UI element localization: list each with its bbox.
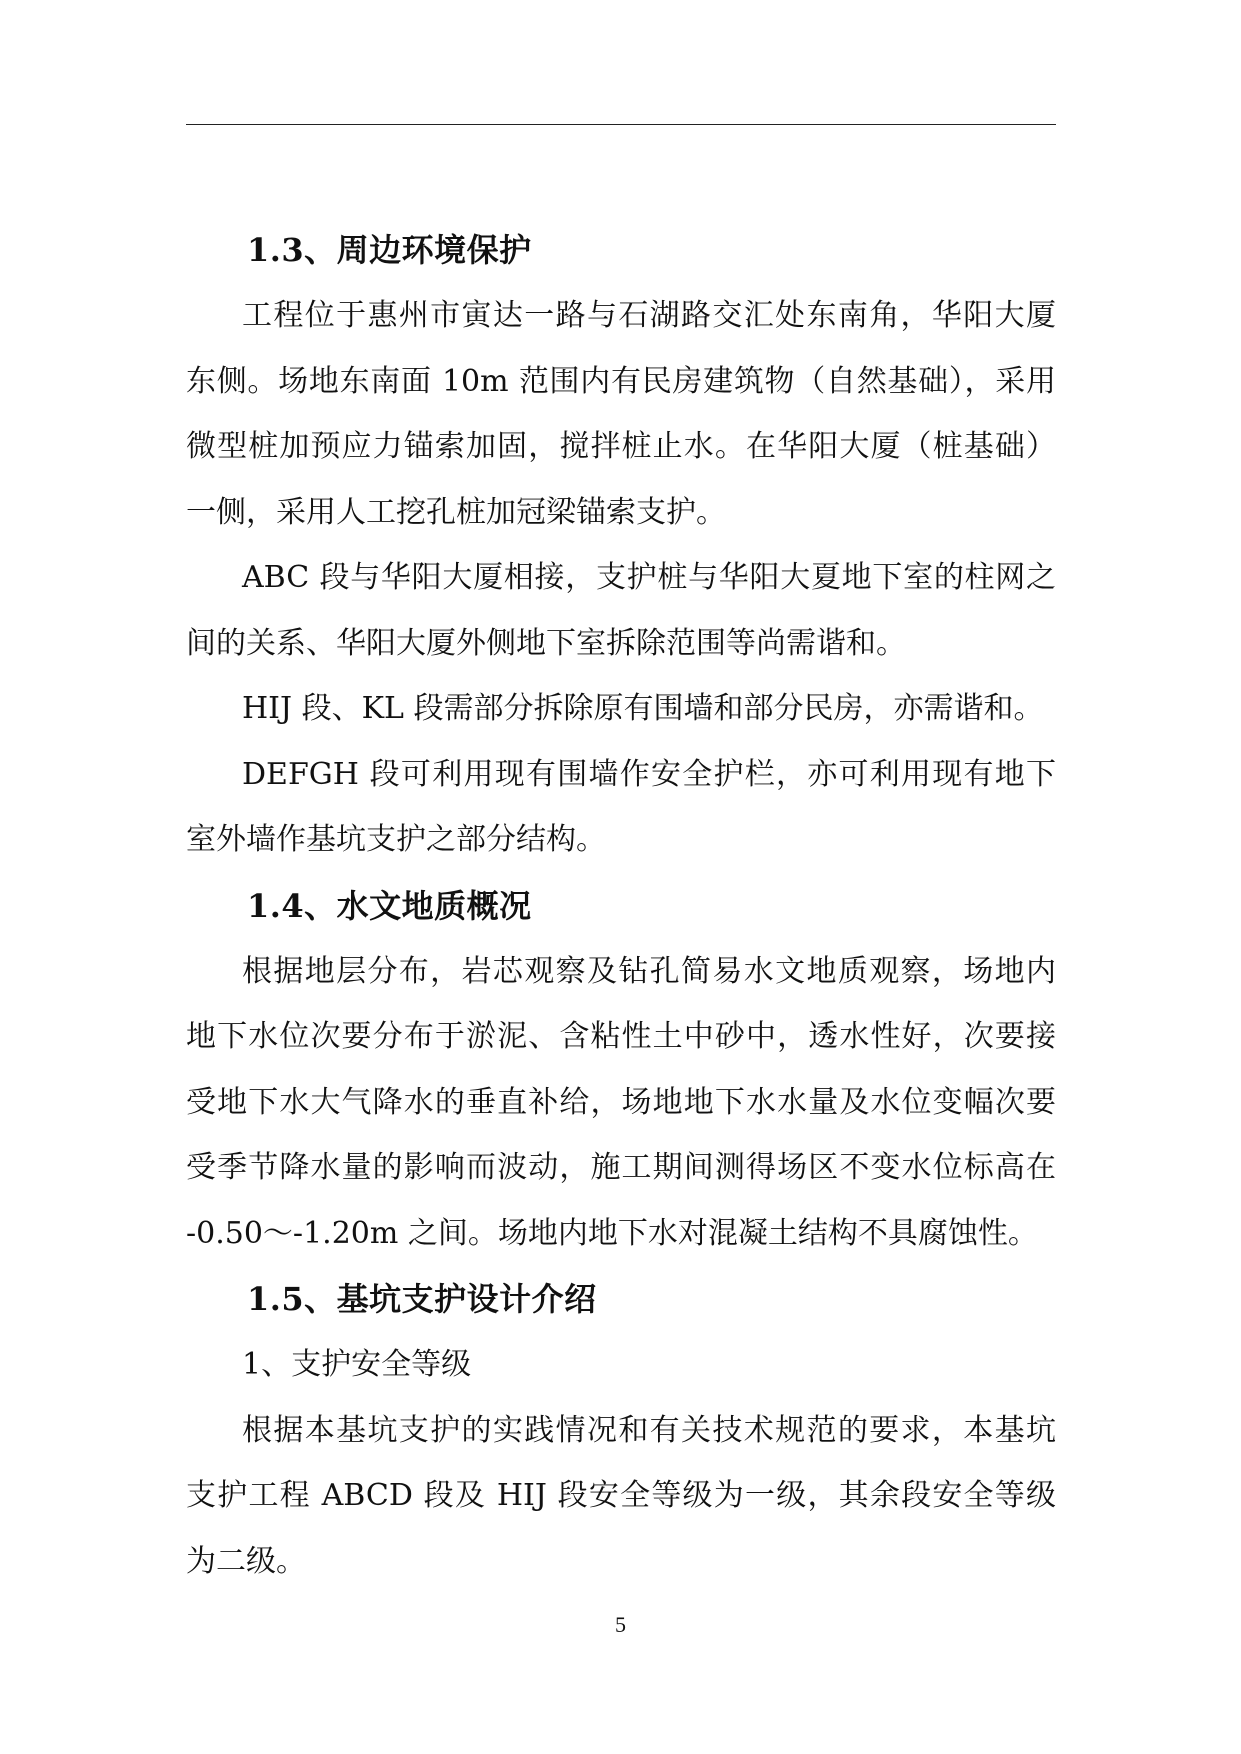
text-line: DEFGH 段可利用现有围墙作安全护栏，亦可利用现有地下 bbox=[242, 756, 1056, 792]
text-line: 地下水位次要分布于淤泥、含粘性土中砂中，透水性好，次要接 bbox=[186, 1019, 1056, 1054]
text-line: HIJ 段、KL 段需部分拆除原有围墙和部分民房，亦需谐和。 bbox=[242, 691, 1044, 726]
paragraph bbox=[186, 1398, 1056, 1595]
text-line: -0.50～-1.20m 之间。场地内地下水对混凝土结构不具腐蚀性。 bbox=[186, 1215, 1038, 1251]
text-line: 工程位于惠州市寅达一路与石湖路交汇处东南角，华阳大厦 bbox=[242, 298, 1056, 333]
text-line: 根据本基坑支护的实践情况和有关技术规范的要求，本基坑 bbox=[242, 1412, 1056, 1448]
text-line: 受季节降水量的影响而波动，施工期间测得场区不变水位标高在 bbox=[186, 1150, 1056, 1185]
text-line: 微型桩加预应力锚索加固，搅拌桩止水。在华阳大厦（桩基础） bbox=[186, 429, 1056, 464]
paragraph bbox=[186, 939, 1056, 1267]
text-line: 一侧，采用人工挖孔桩加冠梁锚索支护。 bbox=[186, 494, 726, 530]
text-line: 室外墙作基坑支护之部分结构。 bbox=[186, 822, 606, 857]
text-line: 东侧。场地东南面 10m 范围内有民房建筑物（自然基础），采用 bbox=[186, 363, 1056, 399]
page-number: 5 bbox=[615, 1612, 626, 1637]
document-body bbox=[186, 217, 1056, 1594]
item-label: 1、支护安全等级 bbox=[242, 1347, 472, 1382]
text-line: 受地下水大气降水的垂直补给，场地地下水水量及水位变幅次要 bbox=[186, 1084, 1056, 1120]
section-heading-1-4: 1.4、水文地质概况 bbox=[247, 886, 532, 925]
text-line: 为二级。 bbox=[186, 1543, 306, 1579]
paragraph bbox=[186, 283, 1056, 545]
section-heading-1-3: 1.3、周边环境保护 bbox=[247, 231, 532, 269]
text-line: 根据地层分布，岩芯观察及钻孔简易水文地质观察，场地内 bbox=[242, 953, 1056, 989]
paragraph bbox=[186, 545, 1056, 676]
paragraph bbox=[186, 676, 1056, 742]
text-line: 支护工程 ABCD 段及 HIJ 段安全等级为一级，其余段安全等级 bbox=[186, 1478, 1056, 1513]
paragraph bbox=[186, 742, 1056, 873]
text-line: ABC 段与华阳大厦相接，支护桩与华阳大夏地下室的柱网之 bbox=[242, 560, 1056, 595]
text-line: 间的关系、华阳大厦外侧地下室拆除范围等尚需谐和。 bbox=[186, 625, 906, 661]
section-heading-1-5: 1.5、基坑支护设计介绍 bbox=[247, 1280, 597, 1318]
header-rule bbox=[186, 124, 1056, 125]
